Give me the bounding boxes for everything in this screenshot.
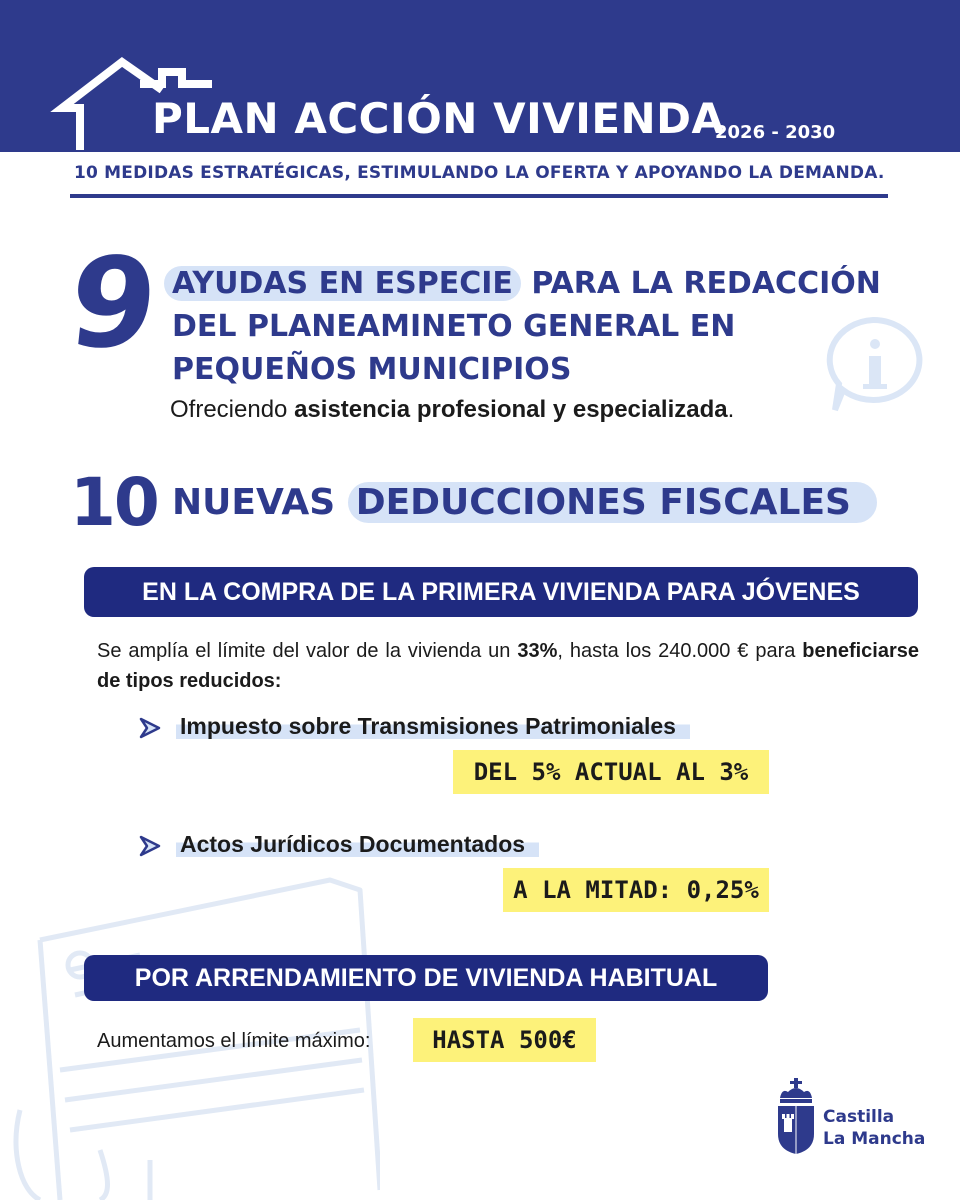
measure-9-desc-suffix: . [727,396,735,423]
para-bold-1: 33% [517,640,558,662]
section-rental-title: POR ARRENDAMIENTO DE VIVIENDA HABITUAL [84,955,768,1001]
list-item-ajd-label: Actos Jurídicos Documentados [176,831,539,857]
rental-limit-label: Aumentamos el límite máximo: [97,1030,371,1052]
list-item-itp-label: Impuesto sobre Transmisiones Patrimoniales [176,713,690,739]
measure-9-heading-rest: PARA LA REDACCIÓN DEL PLANEAMINETO GENERAL EN PEQUEÑOS MUNICIPIOS [172,266,881,387]
measure-9-description [170,396,734,424]
plan-years: 2026 - 2030 [715,122,836,143]
para-text-2: , hasta los 240.000 € para [557,640,803,662]
para-bold-2: beneficiarse de tipos reducidos: [97,640,919,692]
section-first-home-title: EN LA COMPRA DE LA PRIMERA VIVIENDA PARA JÓVENES [84,567,918,617]
measure-9-heading [172,262,902,391]
list-item-itp [176,713,690,740]
chevron-right-icon [138,835,162,857]
measure-9-desc-bold: asistencia profesional y especializada [294,396,728,423]
ajd-value-badge: A LA MITAD: 0,25% [503,868,769,912]
document-hand-icon [0,850,380,1200]
measure-9-heading-highlight: AYUDAS EN ESPECIE [164,266,521,301]
list-item-ajd [176,831,539,858]
chevron-right-icon [138,717,162,739]
header-divider [70,194,888,198]
page-title: PLAN ACCIÓN VIVIENDA [152,94,725,143]
measure-number-10: 10 [70,464,158,541]
section-first-home-description [97,636,919,696]
measure-9-desc-prefix: Ofreciendo [170,396,295,423]
measure-number-9: 9 [62,232,164,376]
itp-value-badge: DEL 5% ACTUAL AL 3% [453,750,769,794]
rental-limit-value: HASTA 500€ [413,1018,596,1062]
coat-of-arms-icon [774,1078,818,1154]
measure-10-heading-highlight: DEDUCCIONES FISCALES [348,482,877,523]
para-text-1: Se amplía el límite del valor de la vivienda un [97,640,518,662]
logo-text [823,1106,925,1150]
measure-10-heading-prefix: NUEVAS [172,482,348,523]
logo-line-1: Castilla [823,1107,895,1127]
logo-line-2: La Mancha [823,1129,926,1149]
measure-10-heading [172,478,877,528]
page-subtitle: 10 MEDIDAS ESTRATÉGICAS, ESTIMULANDO LA OFERTA Y APOYANDO LA DEMANDA. [74,163,885,183]
